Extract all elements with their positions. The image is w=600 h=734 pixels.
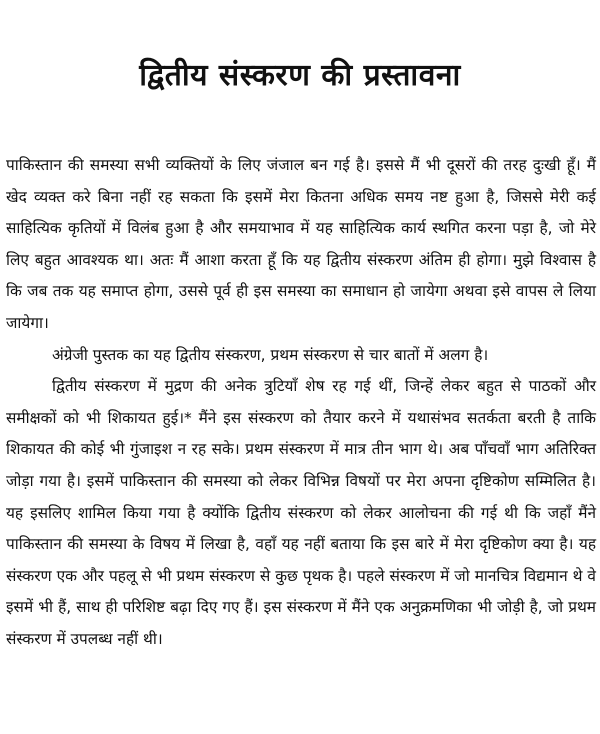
page-title: द्वितीय संस्करण की प्रस्तावना — [139, 58, 461, 93]
paragraph-1: पाकिस्तान की समस्या सभी व्यक्तियों के लिए जंजाल बन गई है। इससे मैं भी दूसरों की तरह दुःखी हूँ। मैं खेद व्यक्त करे बिना नहीं रह सकता कि इसमें मेरा कितना अधिक समय नष्ट हुआ है, जिससे मेरी कई साहित्यिक कृतियों में विलंब हुआ है और समयाभाव में यह साहित्यिक कार्य स्थगित करना पड़ा है, जो मेरे लिए बहुत आवश्यक था। अतः मैं आशा करता हूँ कि यह द्वितीय संस्करण अंतिम ही होगा। मुझे विश्वास है कि जब तक यह समाप्त होगा, उससे पूर्व ही इस समस्या का समाधान हो जायेगा अथवा इसे वापस ले लिया जायेगा। — [6, 156, 596, 332]
body-text — [6, 150, 596, 656]
paragraph-2: अंग्रेजी पुस्तक का यह द्वितीय संस्करण, प्रथम संस्करण से चार बातों में अलग है। — [52, 345, 489, 364]
paragraph-3: द्वितीय संस्करण में मुद्रण की अनेक त्रुटियाँ शेष रह गई थीं, जिन्हें लेकर बहुत से पाठकों और समीक्षकों को भी शिकायत हुई।* मैंने इस संस्करण को तैयार करने में यथासंभव सतर्कता बरती है ताकि शिकायत की कोई भी गुंजाइश न रह सके। प्रथम संस्करण में मात्र तीन भाग थे। अब पाँचवाँ भाग अतिरिक्त जोड़ा गया है। इसमें पाकिस्तान की समस्या को लेकर विभिन्न विषयों पर मेरा अपना दृष्टिकोण सम्मिलित है। यह इसलिए शामिल किया गया है क्योंकि द्वितीय संस्करण को लेकर आलोचना की गई थी कि जहाँ मैंने पाकिस्तान की समस्या के विषय में लिखा है, वहाँ यह नहीं बताया कि इस बारे में मेरा दृष्टिकोण क्या है। यह संस्करण एक और पहलू से भी प्रथम संस्करण से कुछ पृथक है। पहले संस्करण में जो मानचित्र विद्यमान थे वे इसमें भी हैं, साथ ही परिशिष्ट बढ़ा दिए गए हैं। इस संस्करण में मैंने एक अनुक्रमणिका भी जोड़ी है, जो प्रथम संस्करण में उपलब्ध नहीं थी। — [6, 377, 596, 648]
